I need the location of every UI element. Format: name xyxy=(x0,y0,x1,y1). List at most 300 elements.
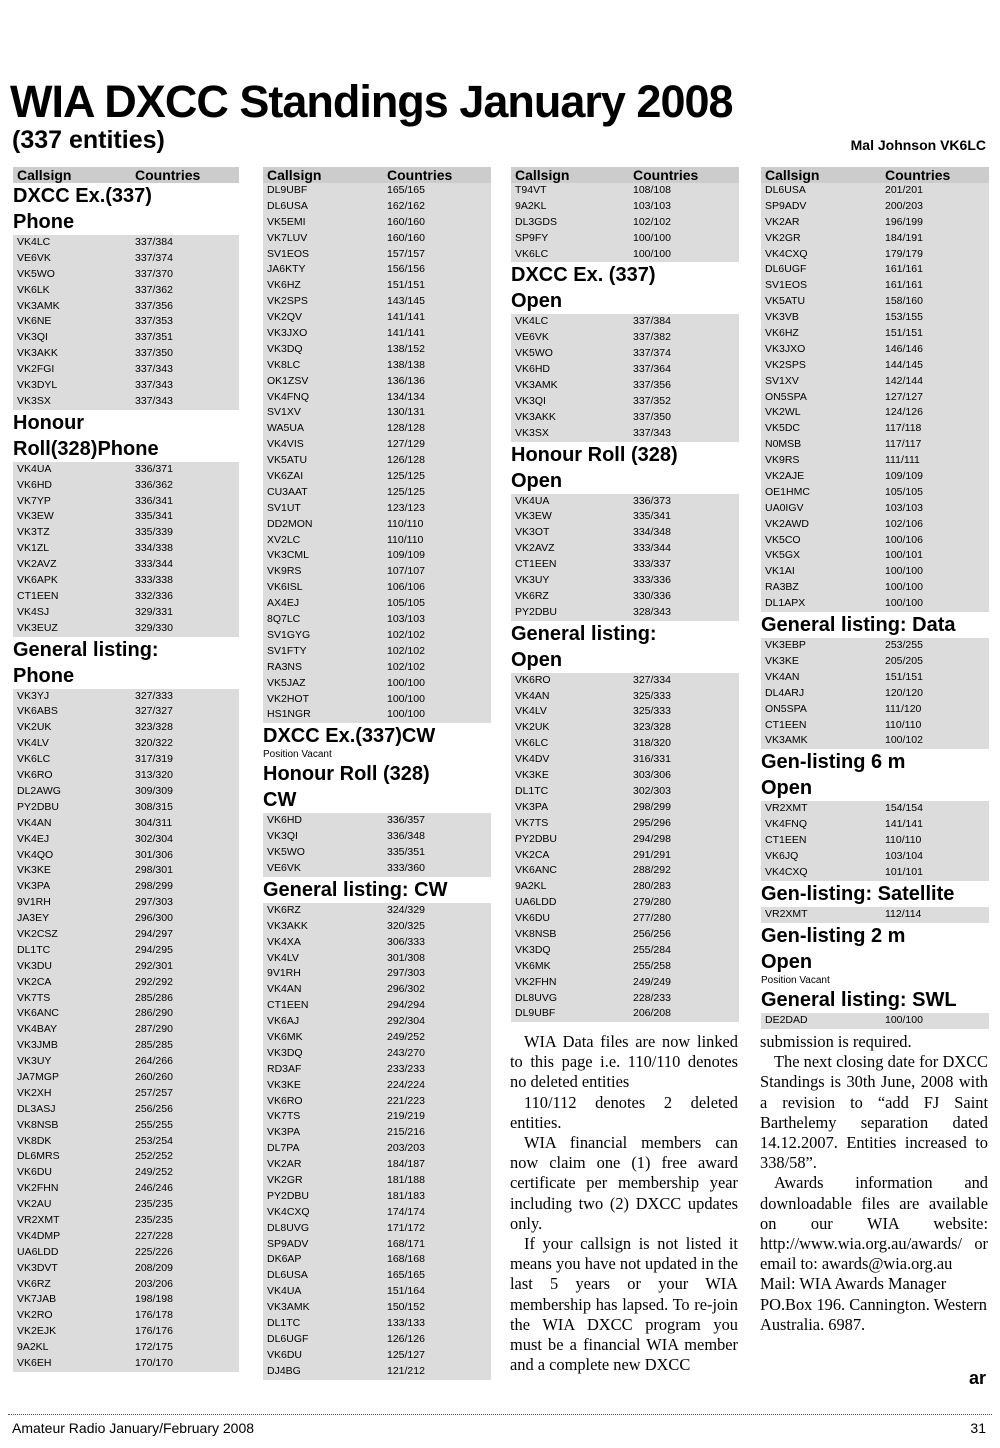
table-row xyxy=(13,1006,239,1022)
table-row xyxy=(263,1221,491,1237)
callsign-cell: VK2AVZ xyxy=(515,542,555,555)
countries-cell: 117/117 xyxy=(885,438,922,451)
footer-rule xyxy=(8,1414,992,1415)
table-row xyxy=(13,1181,239,1197)
countries-cell: 221/223 xyxy=(387,1094,425,1107)
paragraph: Mail: WIA Awards Manager PO.Box 196. Cannington. Western Australia. 6987. xyxy=(760,1274,987,1334)
table-row xyxy=(761,718,989,734)
table-row xyxy=(761,183,989,199)
countries-cell: 337/350 xyxy=(135,347,173,360)
callsign-cell: VK4LV xyxy=(515,705,547,718)
callsign-cell: VE6VK xyxy=(17,251,51,264)
table-row xyxy=(761,580,989,596)
callsign-cell: VK4CXQ xyxy=(267,1205,310,1218)
callsign-cell: VK4UA xyxy=(267,1285,302,1298)
countries-cell: 337/343 xyxy=(135,394,173,407)
countries-cell: 143/145 xyxy=(387,295,425,308)
callsign-cell: DL6USA xyxy=(267,1269,308,1282)
callsign-cell: SP9ADV xyxy=(267,1237,309,1250)
callsign-cell: VK6MK xyxy=(267,1030,303,1043)
countries-cell: 280/283 xyxy=(633,880,671,893)
section-title: CW xyxy=(263,789,297,812)
countries-cell: 123/123 xyxy=(387,501,425,514)
table-row xyxy=(511,494,739,510)
countries-cell: 110/110 xyxy=(885,834,922,847)
callsign-cell: VK6RO xyxy=(17,769,53,782)
table-row xyxy=(263,1062,491,1078)
table-row xyxy=(13,1356,239,1372)
callsign-cell: VK4DV xyxy=(515,753,550,766)
table-row xyxy=(263,437,491,453)
section-title: General listing: CW xyxy=(263,878,448,901)
countries-cell: 176/178 xyxy=(135,1309,173,1322)
callsign-cell: DL8UVG xyxy=(267,1221,310,1234)
callsign-cell: VK2XH xyxy=(17,1086,52,1099)
callsign-cell: VK6DU xyxy=(515,912,551,925)
paragraph: The next closing date for DXCC Standings is 30th June, 2008 with a revision to “add FJ Saint Barthelemy separation dated 14.12.2007. Entities increased to 338/58”. xyxy=(760,1052,988,1173)
callsign-cell: WA5UA xyxy=(267,422,304,435)
table-row xyxy=(511,589,739,605)
countries-cell: 337/356 xyxy=(135,299,173,312)
callsign-cell: VK6ZAI xyxy=(267,470,304,483)
table-row xyxy=(511,879,739,895)
countries-cell: 323/328 xyxy=(135,721,173,734)
countries-cell: 335/341 xyxy=(135,510,173,523)
countries-cell: 120/120 xyxy=(885,686,923,699)
countries-cell: 249/249 xyxy=(633,975,671,988)
table-row xyxy=(263,982,491,998)
countries-cell: 205/205 xyxy=(885,654,923,667)
callsign-cell: AX4EJ xyxy=(267,597,300,610)
table-row xyxy=(13,541,239,557)
table-row xyxy=(263,845,491,861)
page-number: 31 xyxy=(970,1420,986,1436)
table-row xyxy=(761,310,989,326)
table-row xyxy=(263,1332,491,1348)
countries-cell: 337/382 xyxy=(633,331,671,344)
countries-cell: 151/151 xyxy=(885,327,923,340)
table-row xyxy=(511,525,739,541)
table-row xyxy=(511,183,739,199)
callsign-cell: VK7LUV xyxy=(267,231,308,244)
countries-cell: 252/252 xyxy=(135,1150,173,1163)
countries-cell: 198/198 xyxy=(135,1293,173,1306)
section-title: Gen-listing: Satellite xyxy=(761,882,955,905)
callsign-cell: 9A2KL xyxy=(17,1341,49,1354)
table-row xyxy=(13,1308,239,1324)
table-row xyxy=(263,1284,491,1300)
callsign-cell: VK4QO xyxy=(17,848,54,861)
callsign-cell: SV1FTY xyxy=(267,644,307,657)
callsign-cell: DE2DAD xyxy=(765,1013,808,1026)
callsign-cell: VK5CO xyxy=(765,533,801,546)
table-row xyxy=(263,183,491,199)
countries-cell: 110/110 xyxy=(885,718,922,731)
callsign-cell: SV1XV xyxy=(267,406,301,419)
countries-cell: 337/343 xyxy=(135,379,173,392)
callsign-cell: VK2QV xyxy=(267,311,303,324)
section-title: Honour Roll (328) xyxy=(263,763,430,786)
countries-cell: 328/343 xyxy=(633,605,671,618)
callsign-cell: VK4UA xyxy=(17,462,52,475)
callsign-cell: DL9UBF xyxy=(515,1007,556,1020)
callsign-cell: VK4LC xyxy=(17,236,51,248)
countries-cell: 318/320 xyxy=(633,737,671,750)
table-row xyxy=(263,660,491,676)
countries-cell: 327/327 xyxy=(135,705,173,718)
author-byline: Mal Johnson VK6LC xyxy=(850,137,986,153)
callsign-cell: VK4AN xyxy=(765,670,800,683)
countries-cell: 337/343 xyxy=(135,363,173,376)
countries-cell: 160/160 xyxy=(387,231,425,244)
callsign-cell: VK4UA xyxy=(515,494,550,507)
section-title: Open xyxy=(761,777,813,800)
table-row xyxy=(263,564,491,580)
table-row xyxy=(263,548,491,564)
callsign-cell: SV1EOS xyxy=(765,279,808,292)
callsign-cell: VK2FHN xyxy=(515,975,557,988)
callsign-cell: SV1GYG xyxy=(267,628,311,641)
callsign-cell: CT1EEN xyxy=(515,558,557,571)
table-row xyxy=(263,1125,491,1141)
callsign-cell: VK6JQ xyxy=(765,849,799,862)
countries-cell: 294/295 xyxy=(135,943,173,956)
callsign-cell: VK6AJ xyxy=(267,1015,300,1028)
countries-cell: 151/164 xyxy=(387,1285,425,1298)
countries-cell: 100/106 xyxy=(885,533,923,546)
callsign-cell: PY2DBU xyxy=(267,1189,310,1202)
callsign-cell: RD3AF xyxy=(267,1062,302,1075)
section-title: Phone xyxy=(13,664,75,687)
paragraph: Awards information and downloadable files are available on our WIA website: http://www.wia.org.au/awards/ or email to: awards@wia.org.au xyxy=(760,1173,988,1274)
countries-cell: 336/373 xyxy=(633,494,671,507)
section-title: Open xyxy=(761,950,813,973)
countries-cell: 292/292 xyxy=(135,975,173,988)
countries-cell: 108/108 xyxy=(633,184,671,196)
countries-cell: 288/292 xyxy=(633,864,671,877)
table-row xyxy=(13,927,239,943)
callsign-cell: JA6KTY xyxy=(267,263,306,276)
table-row xyxy=(13,478,239,494)
table-row xyxy=(13,863,239,879)
callsign-cell: VK6DU xyxy=(267,1348,303,1361)
countries-cell: 335/351 xyxy=(387,846,425,859)
page-subtitle: (337 entities) xyxy=(12,126,165,154)
callsign-cell: VK4FNQ xyxy=(765,818,808,831)
countries-cell: 329/331 xyxy=(135,605,173,618)
countries-cell: 162/162 xyxy=(387,199,425,212)
callsign-cell: DL6MRS xyxy=(17,1150,60,1163)
callsign-cell: VK2CA xyxy=(515,848,550,861)
callsign-cell: VK3EBP xyxy=(765,639,806,652)
countries-cell: 100/100 xyxy=(885,597,923,610)
table-row xyxy=(263,596,491,612)
paragraph: 110/112 denotes 2 deleted entities. xyxy=(510,1092,738,1132)
countries-cell: 253/254 xyxy=(135,1134,173,1147)
section-note: Position Vacant xyxy=(263,749,332,761)
callsign-cell: VK2CA xyxy=(17,975,52,988)
callsign-cell: VK4EJ xyxy=(17,832,50,845)
countries-cell: 337/343 xyxy=(633,426,671,439)
callsign-cell: VK4AN xyxy=(515,689,550,702)
table-row xyxy=(761,485,989,501)
callsign-cell: DL6USA xyxy=(267,199,308,212)
countries-cell: 249/252 xyxy=(387,1030,425,1043)
table-row xyxy=(263,374,491,390)
callsign-cell: VK2FHN xyxy=(17,1182,59,1195)
table-row xyxy=(263,676,491,692)
table-row xyxy=(13,251,239,267)
countries-cell: 337/362 xyxy=(135,283,173,296)
countries-cell: 100/101 xyxy=(885,549,923,562)
end-mark: ar xyxy=(968,1368,986,1388)
table-row xyxy=(13,1102,239,1118)
callsign-cell: VK4DMP xyxy=(17,1229,61,1242)
callsign-cell: VK6LC xyxy=(515,247,549,260)
table-row xyxy=(511,689,739,705)
callsign-cell: VK2AJE xyxy=(765,470,805,483)
callsign-cell: VK2AVZ xyxy=(17,558,57,571)
standings-table xyxy=(761,638,989,749)
table-row xyxy=(13,784,239,800)
callsign-cell: VK2UK xyxy=(17,721,52,734)
countries-cell: 126/128 xyxy=(387,454,425,467)
table-row xyxy=(13,605,239,621)
countries-cell: 156/156 xyxy=(387,263,425,276)
countries-cell: 246/246 xyxy=(135,1182,173,1195)
countries-cell: 302/303 xyxy=(633,784,671,797)
standings-table xyxy=(761,183,989,612)
callsign-cell: VK6RZ xyxy=(267,903,301,916)
table-row xyxy=(263,1141,491,1157)
countries-cell: 157/157 xyxy=(387,247,425,260)
table-row xyxy=(263,1348,491,1364)
countries-cell: 100/100 xyxy=(633,231,671,244)
table-row xyxy=(511,673,739,689)
countries-cell: 181/183 xyxy=(387,1189,425,1202)
countries-cell: 138/138 xyxy=(387,358,425,371)
callsign-cell: T94VT xyxy=(515,184,547,196)
table-row xyxy=(13,378,239,394)
countries-cell: 335/339 xyxy=(135,526,173,539)
countries-cell: 264/266 xyxy=(135,1055,173,1068)
callsign-cell: VK3DU xyxy=(17,959,53,972)
countries-cell: 127/127 xyxy=(885,390,923,403)
table-row xyxy=(263,421,491,437)
section-title: General listing: SWL xyxy=(761,988,957,1011)
section-title: DXCC Ex.(337) xyxy=(13,185,152,207)
callsign-cell: VK3EW xyxy=(515,510,552,523)
standings-table xyxy=(511,314,739,441)
column-header xyxy=(761,167,989,183)
callsign-cell: DL4ARJ xyxy=(765,686,805,699)
section-title: Roll(328)Phone xyxy=(13,437,159,460)
callsign-cell: VK4CXQ xyxy=(765,865,808,878)
table-row xyxy=(13,299,239,315)
countries-cell: 296/302 xyxy=(387,983,425,996)
table-row xyxy=(13,1277,239,1293)
countries-cell: 303/306 xyxy=(633,769,671,782)
countries-cell: 256/256 xyxy=(633,927,671,940)
callsign-cell: VK6LC xyxy=(17,753,51,766)
table-row xyxy=(511,394,739,410)
callsign-cell: PY2DBU xyxy=(17,800,60,813)
table-row xyxy=(761,453,989,469)
callsign-cell: VK3PA xyxy=(17,880,51,893)
standings-table xyxy=(511,183,739,262)
countries-cell: 334/338 xyxy=(135,542,173,555)
callsign-cell: SV1EOS xyxy=(267,247,310,260)
countries-cell: 171/172 xyxy=(387,1221,425,1234)
callsign-cell: VK6RZ xyxy=(515,589,549,602)
table-row xyxy=(13,394,239,410)
callsign-cell: VK6ANC xyxy=(515,864,558,877)
callsign-cell: DL1TC xyxy=(267,1317,301,1329)
table-row xyxy=(13,1054,239,1070)
table-row xyxy=(511,832,739,848)
countries-cell: 133/133 xyxy=(387,1317,425,1329)
callsign-cell: VK7TS xyxy=(267,1110,301,1123)
table-row xyxy=(263,1268,491,1284)
paragraph: If your callsign is not listed it means you have not updated in the last 5 years or your WIA membership has lapsed. To re-join the WIA DXCC program you must be a financial WIA member and a complete new DXCC xyxy=(510,1234,738,1375)
callsign-cell: RA3BZ xyxy=(765,581,799,594)
countries-cell: 101/101 xyxy=(885,865,923,878)
callsign-cell: VK6LK xyxy=(17,283,50,296)
table-row xyxy=(13,1149,239,1165)
table-row xyxy=(13,816,239,832)
table-row xyxy=(13,943,239,959)
callsign-cell: DL9UBF xyxy=(267,184,308,196)
table-row xyxy=(13,462,239,478)
callsign-cell: VK6NE xyxy=(17,315,52,328)
table-row xyxy=(511,605,739,621)
table-row xyxy=(263,326,491,342)
countries-cell: 103/103 xyxy=(885,501,923,514)
countries-cell: 337/370 xyxy=(135,267,173,280)
countries-cell: 200/203 xyxy=(885,199,923,212)
callsign-cell: VK3QI xyxy=(515,394,546,407)
countries-cell: 337/350 xyxy=(633,410,671,423)
table-row xyxy=(511,378,739,394)
callsign-cell: VK6EH xyxy=(17,1357,52,1369)
callsign-cell: VK8NSB xyxy=(17,1118,59,1131)
callsign-cell: VK3OT xyxy=(515,526,550,539)
section-note: Position Vacant xyxy=(761,974,830,986)
countries-cell: 233/233 xyxy=(387,1062,425,1075)
callsign-cell: VK4AN xyxy=(267,983,302,996)
callsign-cell: VR2XMT xyxy=(17,1213,60,1226)
table-row xyxy=(13,621,239,637)
table-row xyxy=(13,314,239,330)
standings-table xyxy=(13,689,239,1372)
callsign-cell: VK2UK xyxy=(515,721,550,734)
callsign-cell: VK9RS xyxy=(765,454,800,467)
countries-cell: 336/348 xyxy=(387,830,425,843)
callsign-cell: UA6LDD xyxy=(515,896,557,909)
countries-cell: 138/152 xyxy=(387,342,425,355)
callsign-cell: VK3YJ xyxy=(17,689,50,702)
standings-column-3 xyxy=(511,167,739,1022)
callsign-cell: SV1UT xyxy=(267,501,301,514)
table-row xyxy=(13,1086,239,1102)
table-row xyxy=(13,1229,239,1245)
callsign-cell: VK2SPS xyxy=(765,358,806,371)
table-row xyxy=(263,628,491,644)
table-row xyxy=(13,895,239,911)
table-row xyxy=(13,557,239,573)
callsign-cell: VK3CML xyxy=(267,549,310,562)
callsign-cell: SP9FY xyxy=(515,231,549,244)
callsign-cell: DL8UVG xyxy=(515,991,558,1004)
callsign-cell: PY2DBU xyxy=(515,832,558,845)
callsign-cell: VK2GR xyxy=(765,231,801,244)
countries-cell: 154/154 xyxy=(885,802,923,815)
countries-cell: 196/199 xyxy=(885,215,923,228)
table-row xyxy=(511,752,739,768)
table-row xyxy=(263,966,491,982)
table-row xyxy=(263,1157,491,1173)
countries-cell: 184/187 xyxy=(387,1158,425,1171)
table-row xyxy=(511,911,739,927)
countries-cell: 249/252 xyxy=(135,1166,173,1179)
countries-cell: 333/360 xyxy=(387,861,425,874)
countries-cell: 103/104 xyxy=(885,849,923,862)
countries-cell: 287/290 xyxy=(135,1023,173,1036)
callsign-cell: JA3EY xyxy=(17,912,50,925)
countries-cell: 296/300 xyxy=(135,912,173,925)
callsign-cell: VK5ATU xyxy=(267,454,308,467)
table-row xyxy=(13,362,239,378)
countries-cell: 256/256 xyxy=(135,1102,173,1115)
table-row xyxy=(761,564,989,580)
countries-cell: 306/333 xyxy=(387,935,425,948)
countries-cell: 227/228 xyxy=(135,1229,173,1242)
callsign-cell: VK8DK xyxy=(17,1134,52,1147)
countries-cell: 141/141 xyxy=(387,327,425,340)
countries-cell: 294/294 xyxy=(387,999,425,1012)
section-title: Open xyxy=(511,648,563,671)
callsign-cell: VK2AWD xyxy=(765,517,809,530)
countries-cell: 102/102 xyxy=(387,644,425,657)
callsign-cell: DJ4BG xyxy=(267,1364,301,1377)
callsign-cell: SP9ADV xyxy=(765,199,807,212)
callsign-cell: VK3AMK xyxy=(515,379,558,392)
table-row xyxy=(761,638,989,654)
section-title: Open xyxy=(511,469,563,492)
countries-cell: 337/352 xyxy=(633,394,671,407)
callsign-cell: VK4SJ xyxy=(17,605,50,618)
callsign-cell: UA0IGV xyxy=(765,501,804,514)
countries-cell: 336/357 xyxy=(387,814,425,827)
table-row xyxy=(263,231,491,247)
callsign-cell: VK6HD xyxy=(515,363,551,376)
table-row xyxy=(13,879,239,895)
countries-cell: 327/333 xyxy=(135,689,173,702)
callsign-cell: VK6ANC xyxy=(17,1007,60,1020)
table-row xyxy=(263,1030,491,1046)
callsign-cell: VK2AU xyxy=(17,1198,52,1211)
table-row xyxy=(263,1237,491,1253)
table-row xyxy=(13,494,239,510)
table-row xyxy=(761,533,989,549)
callsign-cell: DL2AWG xyxy=(17,784,61,797)
table-row xyxy=(263,278,491,294)
countries-cell: 203/203 xyxy=(387,1142,425,1155)
table-row xyxy=(263,294,491,310)
callsign-cell: 9V1RH xyxy=(17,896,51,909)
callsign-cell: VK6RZ xyxy=(17,1277,51,1290)
countries-cell: 151/151 xyxy=(387,279,425,292)
